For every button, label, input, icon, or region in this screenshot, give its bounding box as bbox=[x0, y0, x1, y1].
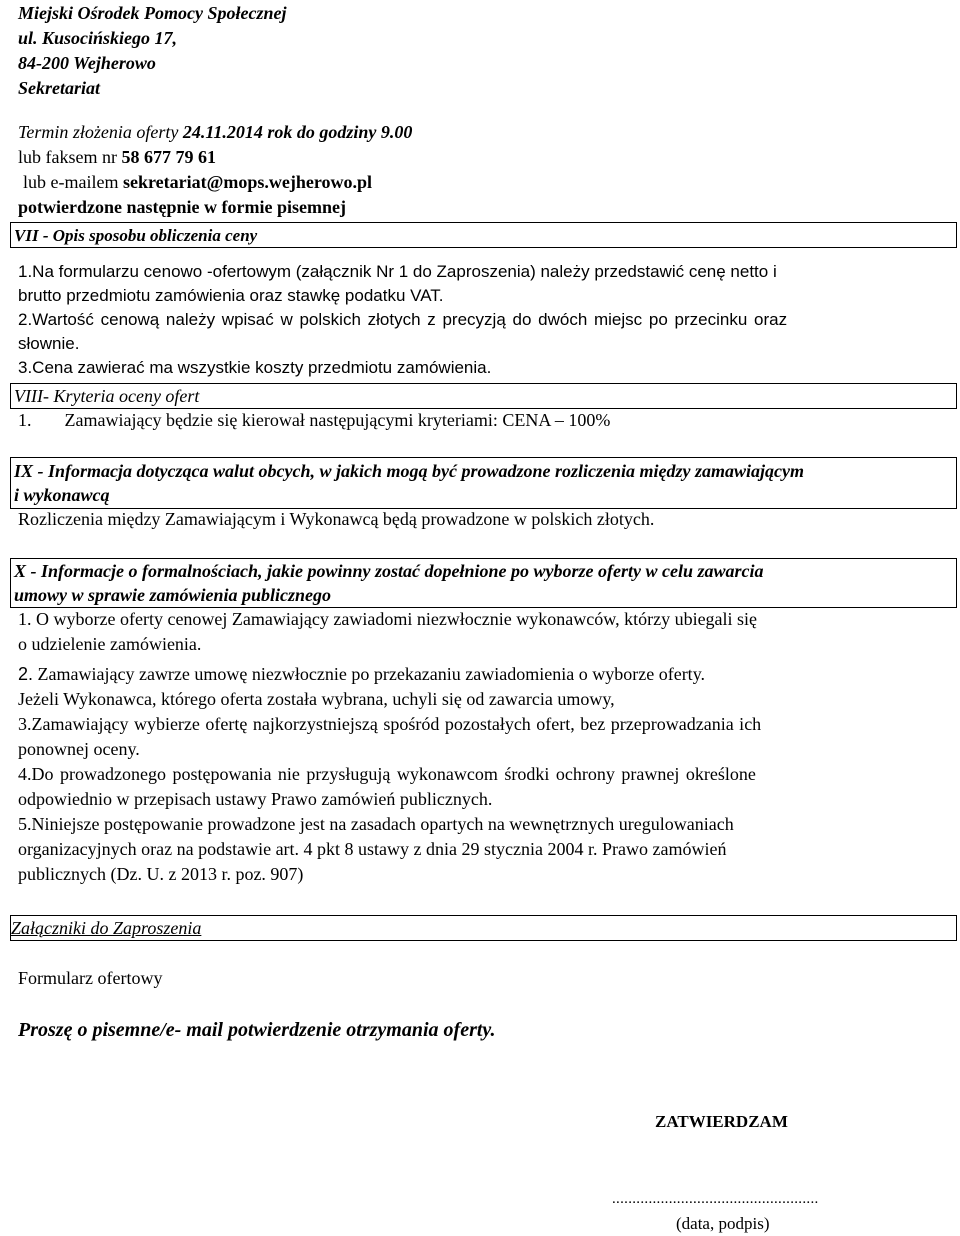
email-prefix: lub e-mailem bbox=[23, 172, 123, 192]
paragraph-line: 1. O wyborze oferty cenowej Zamawiający zawiadomi niezwłocznie wykonawców, którzy ubiegali się bbox=[18, 609, 758, 629]
header-line: Sekretariat bbox=[18, 78, 101, 98]
paragraph-line: 5.Niniejsze postępowanie prowadzone jest na zasadach opartych na wewnętrznych uregulowaniach bbox=[18, 814, 734, 834]
deadline-prefix: Termin złożenia oferty bbox=[18, 122, 183, 142]
attachments-title: Załączniki do Zaproszenia bbox=[11, 918, 202, 938]
paragraph-line: brutto przedmiotu zamówienia oraz stawkę podatku VAT. bbox=[18, 286, 444, 305]
paragraph-line: słownie. bbox=[18, 334, 80, 353]
paragraph-line: 3.Cena zawierać ma wszystkie koszty przedmiotu zamówienia. bbox=[18, 358, 492, 377]
approval-label: ZATWIERDZAM bbox=[655, 1112, 788, 1131]
paragraph-line: publicznych (Dz. U. z 2013 r. poz. 907) bbox=[18, 864, 304, 884]
email-address: sekretariat@mops.wejherowo.pl bbox=[122, 172, 373, 192]
item-number: 2. bbox=[18, 664, 34, 684]
section-x-title bbox=[14, 559, 764, 607]
offer-deadline bbox=[18, 120, 412, 220]
fax-prefix: lub faksem nr bbox=[18, 147, 122, 167]
paragraph-line: Jeżeli Wykonawca, którego oferta została wybrana, uchyli się od zawarcia umowy, bbox=[18, 689, 615, 709]
paragraph-line: 1.Na formularzu cenowo -ofertowym (załącznik Nr 1 do Zaproszenia) należy przedstawić cenę netto i bbox=[18, 262, 777, 281]
currency-info: Rozliczenia między Zamawiającym i Wykonawcą będą prowadzone w polskich złotych. bbox=[18, 509, 655, 529]
paragraph-line: o udzielenie zamówienia. bbox=[18, 634, 202, 654]
section-viii-title: VIII- Kryteria oceny ofert bbox=[14, 386, 200, 406]
fax-number: 58 677 79 61 bbox=[121, 147, 216, 167]
criteria-item bbox=[18, 409, 610, 432]
paragraph-line: odpowiednio w przepisach ustawy Prawo zamówień publicznych. bbox=[18, 789, 493, 809]
paragraph-line: 2.Wartość cenową należy wpisać w polskich złotych z precyzją do dwóch miejsc po przecinku oraz bbox=[18, 310, 788, 329]
deadline-date: 24.11.2014 rok do godziny 9.00 bbox=[182, 122, 413, 142]
title-line: i wykonawcą bbox=[14, 485, 110, 505]
institution-header bbox=[18, 1, 286, 101]
paragraph-line: organizacyjnych oraz na podstawie art. 4 pkt 8 ustawy z dnia 29 stycznia 2004 r. Prawo zamówień bbox=[18, 839, 727, 859]
paragraph-line: 3.Zamawiający wybierze ofertę najkorzystniejszą spośród pozostałych ofert, bez przeprowadzania ich bbox=[18, 714, 762, 734]
paragraph-text: Zamawiający zawrze umowę niezwłocznie po przekazaniu zawiadomienia o wyborze oferty. bbox=[33, 664, 706, 684]
header-line: 84-200 Wejherowo bbox=[18, 53, 156, 73]
title-line: IX - Informacja dotycząca walut obcych, w jakich mogą być prowadzone rozliczenia między zamawiającym bbox=[14, 461, 804, 481]
section-vii-body bbox=[18, 260, 938, 380]
section-vii-title: VII - Opis sposobu obliczenia ceny bbox=[14, 226, 258, 245]
criteria-text: Zamawiający będzie się kierował następującymi kryteriami: CENA – 100% bbox=[64, 410, 611, 430]
section-ix-title bbox=[14, 459, 804, 507]
title-line: umowy w sprawie zamówienia publicznego bbox=[14, 585, 332, 605]
confirmation-request: Proszę o pisemne/e- mail potwierdzenie otrzymania oferty. bbox=[18, 1019, 496, 1041]
paragraph-line: 4.Do prowadzonego postępowania nie przysługują wykonawcom środki ochrony prawnej określone bbox=[18, 764, 756, 784]
written-confirmation: potwierdzone następnie w formie pisemnej bbox=[18, 197, 346, 217]
header-line: ul. Kusocińskiego 17, bbox=[18, 28, 178, 48]
section-x-body bbox=[18, 607, 938, 887]
header-line: Miejski Ośrodek Pomocy Społecznej bbox=[18, 3, 287, 23]
criteria-number: 1. bbox=[18, 410, 32, 430]
title-line: X - Informacje o formalnościach, jakie powinny zostać dopełnione po wyborze oferty w celu zawarcia bbox=[14, 561, 764, 581]
paragraph-line: ponownej oceny. bbox=[18, 739, 140, 759]
attachment-item: Formularz ofertowy bbox=[18, 968, 163, 988]
signature-caption: (data, podpis) bbox=[676, 1214, 770, 1233]
signature-line: ................................................... bbox=[612, 1191, 819, 1207]
